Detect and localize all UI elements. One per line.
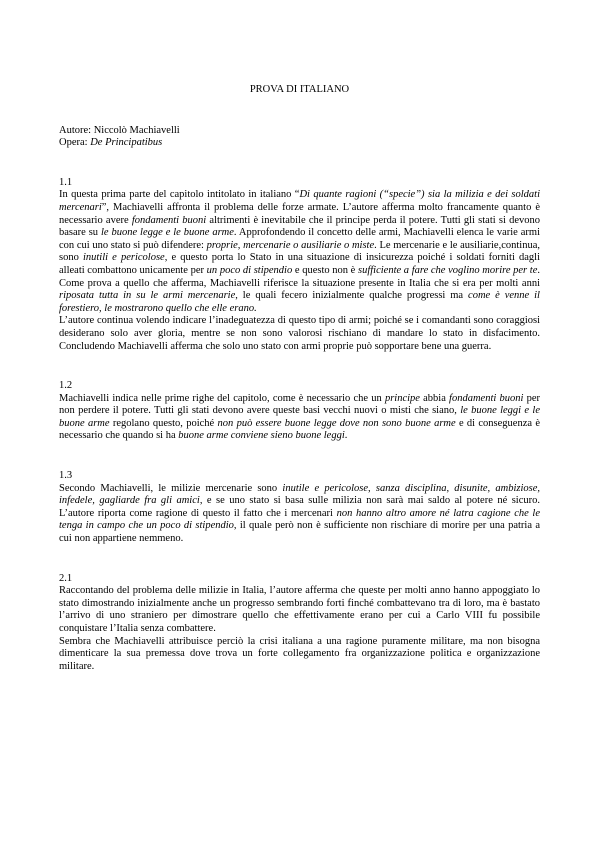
- italic-quote: Di quante ragioni (“specie”) sia la milizia e dei soldati mercenari: [59, 189, 540, 213]
- section-paragraph: [59, 393, 540, 443]
- text-run: ”, Machiavelli affronta il problema delle forze armate. L’autore afferma molto francamente quanto è necessario avere: [59, 201, 540, 226]
- text-run: abbia: [419, 392, 450, 404]
- section-paragraph: [59, 189, 540, 315]
- text-run: , il quale però non è sufficiente non rischiare di morire per una patria a cui non appartiene nemmeno.: [59, 520, 540, 545]
- section-1-1: [59, 177, 540, 353]
- text-run: . Approfondendo il concetto delle armi, Machiavelli elenca le varie armi con cui uno stato si può difendere:: [59, 227, 540, 251]
- text-run: e di conseguenza è necessario che quando si ha: [59, 417, 540, 442]
- work-line: [59, 137, 540, 150]
- italic-quote: inutile e pericolose, sanza disciplina, disunite, ambiziose, infedele, gagliarde fra gli amici: [59, 482, 540, 507]
- text-run: In questa prima parte del capitolo intitolato in italiano “: [59, 189, 300, 201]
- work-label: Opera:: [59, 137, 91, 149]
- italic-quote: le buone leggi e le buone arme: [59, 405, 540, 429]
- italic-quote: fondamenti buoni: [131, 214, 207, 226]
- italic-quote: buone arme conviene sieno buone leggi: [178, 430, 345, 442]
- italic-quote: fondamenti buoni: [449, 392, 524, 404]
- section-2-1: [59, 573, 540, 674]
- text-run: Machiavelli indica nelle prime righe del capitolo, come è necessario che un: [59, 392, 385, 404]
- italic-quote: come è venne il forestiero, le mostrarono quello che elle erano.: [59, 290, 540, 314]
- italic-quote: non può essere buone legge dove non sono buone arme: [217, 417, 456, 429]
- section-paragraph: [59, 483, 540, 546]
- text-run: regolano questo, poiché: [109, 417, 218, 429]
- italic-quote: non hanno altro amore né latra cagione che le tenga in campo che un poco di stipendio: [59, 507, 540, 532]
- section-number: 1.2: [59, 380, 73, 392]
- author-line: Autore: Niccolò Machiavelli: [59, 124, 180, 136]
- text-run: , le quali fecero inizialmente qualche progressi ma: [235, 290, 469, 302]
- sections-container: [59, 177, 540, 674]
- section-1-3: [59, 470, 540, 546]
- text-run: .: [344, 430, 348, 442]
- section-paragraph: [59, 585, 540, 635]
- text-run: , e questo porta lo Stato in una situazione di insicurezza poiché i soldati forniti dagli alleati combattono unicamente per: [59, 252, 540, 276]
- italic-quote: principe: [384, 392, 420, 404]
- section-number: 2.1: [59, 572, 73, 584]
- text-run: altrimenti è inevitabile che il principe perda il potere. Tutti gli stati si devono basare su: [59, 214, 540, 239]
- text-run: e questo non è: [292, 264, 358, 276]
- work-title: De Principatibus: [90, 137, 163, 149]
- italic-quote: le buone legge e le buone arme: [100, 227, 234, 239]
- text-run: , e se uno stato si basa sulle milizia non sarà mai saldo al potere né sicuro. L’autore riporta come ragione di questo il fatto che i mercenari: [59, 495, 540, 519]
- section-paragraph: [59, 315, 540, 353]
- text-run: per non perdere il potere. Tutti gli stati devono avere queste basi vecchi nuovi o misti che siano,: [59, 392, 540, 417]
- text-run: L’autore continua volendo indicare l’inadeguatezza di questo tipo di armi; poiché se i comandanti sono coraggiosi desiderano solo aver gloria, mentre se non sono valorosi rischiano di mandare lo stato in disfacimento. Concludendo Machiavelli afferma che solo uno stato con armi proprie può sopportare bene una guerra.: [59, 315, 540, 352]
- text-run: Secondo Machiavelli, le milizie mercenarie sono: [59, 482, 283, 494]
- section-number: 1.1: [59, 176, 73, 188]
- italic-quote: inutili e pericolose: [82, 252, 165, 264]
- section-number: 1.3: [59, 470, 73, 482]
- text-run: . Le mercenarie e le ausiliarie,continua, sono: [59, 239, 540, 264]
- text-run: Raccontando del problema delle milizie in Italia, l’autore afferma che queste per molti anno hanno appoggiato lo stato dimostrando inizialmente anche un progresso sembrando forti finché combattevano tra di loro, ma è bastato l’arrivo di uno straniero per dimostrare quello che effettivamente erano per cui a Carlo VIII fu possibile conquistare l’Italia senza combattere.: [59, 585, 540, 634]
- text-run: Sembra che Machiavelli attribuisce perciò la crisi italiana a una ragione puramente militare, ma non bisogna dimenticare la sua premessa dove trova un forte collegamento fra organizzazione politica e organizzazione militare.: [59, 635, 540, 672]
- section-paragraph: [59, 636, 540, 674]
- italic-quote: sufficiente a fare che voglino morire per te: [358, 264, 538, 276]
- document-title: PROVA DI ITALIANO: [249, 84, 350, 95]
- italic-quote: un poco di stipendio: [206, 264, 293, 276]
- document-page: [59, 84, 540, 673]
- section-1-2: [59, 380, 540, 443]
- italic-quote: riposata tutta in su le armi mercenarie: [59, 290, 236, 302]
- document-meta: [59, 125, 540, 150]
- italic-quote: proprie, mercenarie o ausiliarie o miste: [206, 239, 375, 251]
- text-run: . Come prova a quello che afferma, Machiavelli riferisce la situazione presente in Italia che si era per molti anni: [59, 264, 540, 289]
